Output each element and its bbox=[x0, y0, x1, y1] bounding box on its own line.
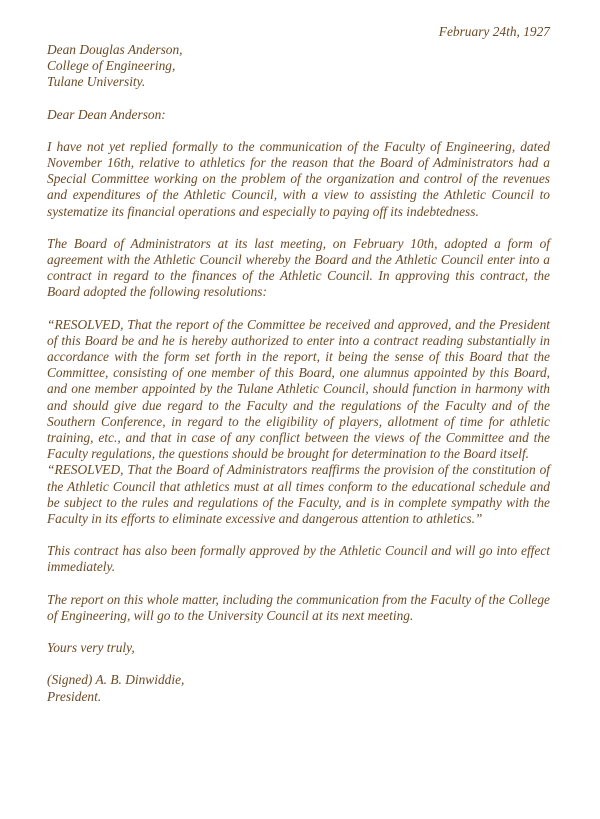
signature-block bbox=[47, 672, 550, 704]
salutation: Dear Dean Anderson: bbox=[47, 106, 166, 122]
paragraph-reply-context: I have not yet replied formally to the communication of the Faculty of Engineering, dated November 16th, relative to athletics for the reason that the Board of Administrators had a Special Committee working on the problem of the organization and control of the revenues and expenditures of the Athletic Council, with a view to assisting the Athletic Council to systematize its financial operations and especially to paying off its indebtedness. bbox=[47, 138, 550, 219]
recipient-address bbox=[47, 42, 550, 91]
paragraph-board-agreement: The Board of Administrators at its last meeting, on February 10th, adopted a form of agreement with the Athletic Council whereby the Board and the Athletic Council enter into a contract in regard to the finances of the Athletic Council. In approving this contract, the Board adopted the following resolutions: bbox=[47, 235, 550, 300]
resolution-first: “RESOLVED, That the report of the Committee be received and approved, and the President of this Board be and he is hereby authorized to enter into a contract reading substantially in accordance with the form set forth in the report, it being the sense of this Board that the Committee, consisting of one member of this Board, one alumnus appointed by this Board, and one member appointed by the Tulane Athletic Council, should function in harmony with and should give due regard to the Faculty and the regulations of the Faculty and of the Southern Conference, in regard to the eligibility of players, allotment of time for athletic training, etc., and that in case of any conflict between the views of the Committee and the Faculty regulations, the questions should be brought for determination to the Board itself. bbox=[47, 316, 550, 462]
resolution-second: “RESOLVED, That the Board of Administrators reaffirms the provision of the constitution of the Athletic Council that athletics must at all times conform to the educational schedule and be subject to the rules and regulations of the Faculty, and is in complete sympathy with the Faculty in its efforts to eliminate excessive and dangerous attention to athletics.” bbox=[47, 462, 550, 527]
complimentary-close: Yours very truly, bbox=[47, 640, 135, 656]
paragraph-contract-approved: This contract has also been formally approved by the Athletic Council and will go into effect immediately. bbox=[47, 543, 550, 575]
signature-title: President. bbox=[47, 688, 102, 704]
recipient-college: College of Engineering, bbox=[47, 58, 176, 74]
letter-date: February 24th, 1927 bbox=[438, 24, 550, 39]
paragraph-report-council: The report on this whole matter, including the communication from the Faculty of the College of Engineering, will go to the University Council at its next meeting. bbox=[47, 591, 550, 623]
signature-name: (Signed) A. B. Dinwiddie, bbox=[47, 672, 185, 688]
letter-body bbox=[47, 42, 550, 705]
recipient-university: Tulane University. bbox=[47, 74, 146, 90]
recipient-name: Dean Douglas Anderson, bbox=[47, 42, 183, 57]
